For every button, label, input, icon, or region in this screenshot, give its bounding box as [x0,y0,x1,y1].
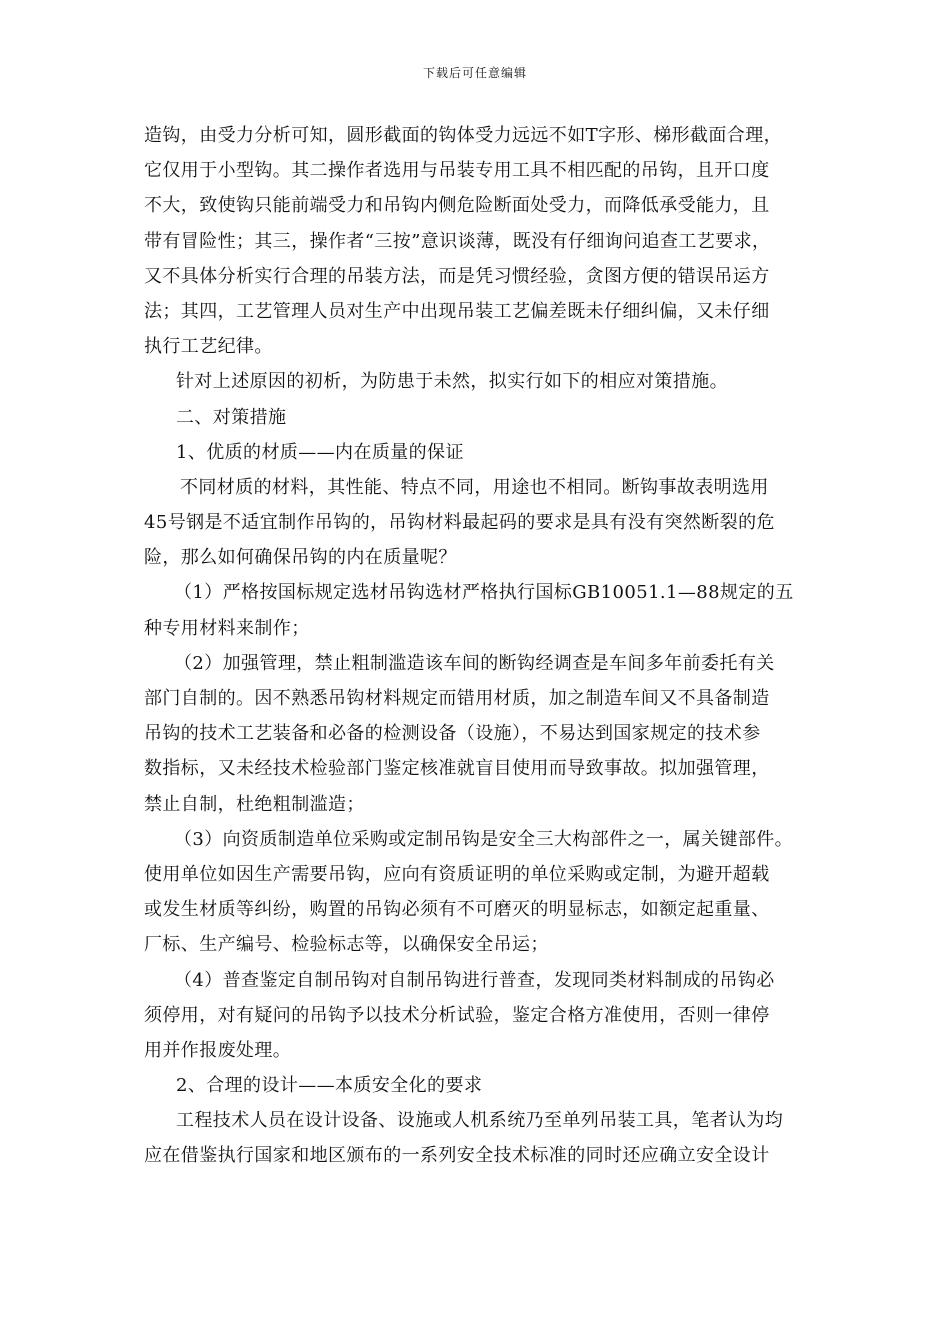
page-header: 下载后可任意编辑 [422,66,527,80]
text-line: 法；其四，工艺管理人员对生产中出现吊装工艺偏差既未仔细纠偏，又未仔细 [144,300,770,322]
text-line: 二、对策措施 [176,406,287,428]
text-line: 数指标，又未经技术检验部门鉴定核准就盲目使用而导致事故。拟加强管理， [144,758,770,780]
text-line: 针对上述原因的初析，为防患于未然，拟实行如下的相应对策措施。 [176,371,728,393]
text-line: 它仅用于小型钩。其二操作者选用与吊装专用工具不相匹配的吊钩，且开口度 [144,160,770,182]
text-line: 45号钢是不适宜制作吊钩的，吊钩材料最起码的要求是具有没有突然断裂的危 [144,512,775,534]
text-line: 使用单位如因生产需要吊钩，应向有资质证明的单位采购或定制，为避开超载 [144,863,770,885]
text-line: 1、优质的材质——内在质量的保证 [176,441,464,463]
text-line: 不同材质的材料，其性能、特点不同，用途也不相同。断钩事故表明选用 [180,476,769,498]
text-line: （4）普查鉴定自制吊钩对自制吊钩进行普查，发现同类材料制成的吊钩必 [174,969,775,991]
text-line: （2）加强管理，禁止粗制滥造该车间的断钩经调查是车间多年前委托有关 [174,652,775,674]
text-line: 执行工艺纪律。 [144,336,273,358]
text-line: 不大，致使钩只能前端受力和吊钩内侧危险断面处受力，而降低承受能力，且 [144,195,770,217]
text-line: 须停用，对有疑问的吊钩予以技术分析试验，鉴定合格方准使用，否则一律停 [144,1004,770,1026]
text-line: （3）向资质制造单位采购或定制吊钩是安全三大构部件之一，属关键部件。 [174,828,794,850]
text-line: 又不具体分析实行合理的吊装方法，而是凭习惯经验，贪图方便的错误吊运方 [144,265,770,287]
text-line: 吊钩的技术工艺装备和必备的检测设备（设施），不易达到国家规定的技术参 [144,723,761,745]
text-line: 禁止自制，杜绝粗制滥造； [144,793,365,815]
text-line: 带有冒险性；其三，操作者“三按”意识谈薄，既没有仔细询问追查工艺要求， [144,230,771,252]
document-body [144,118,814,1174]
text-line: 应在借鉴执行国家和地区颁布的一系列安全技术标准的同时还应确立安全设计 [144,1145,770,1167]
text-line: 种专用材料来制作； [144,617,310,639]
text-line: 险，那么如何确保吊钩的内在质量呢？ [144,547,457,569]
text-line: 或发生材质等纠纷，购置的吊钩必须有不可磨灭的明显标志，如额定起重量、 [144,899,770,921]
text-line: 部门自制的。因不熟悉吊钩材料规定而错用材质，加之制造车间又不具备制造 [144,688,770,709]
text-line: （1）严格按国标规定选材吊钩选材严格执行国标GB10051.1—88规定的五 [174,582,794,604]
text-line: 工程技术人员在设计设备、设施或人机系统乃至单列吊装工具，笔者认为均 [176,1110,784,1132]
text-line: 2、合理的设计——本质安全化的要求 [176,1075,483,1097]
text-line: 用并作报废处理。 [144,1039,292,1061]
text-line: 造钩，由受力分析可知，圆形截面的钩体受力远远不如T字形、梯形截面合理， [144,125,783,146]
text-line: 厂标、生产编号、检验标志等，以确保安全吊运； [144,934,549,956]
